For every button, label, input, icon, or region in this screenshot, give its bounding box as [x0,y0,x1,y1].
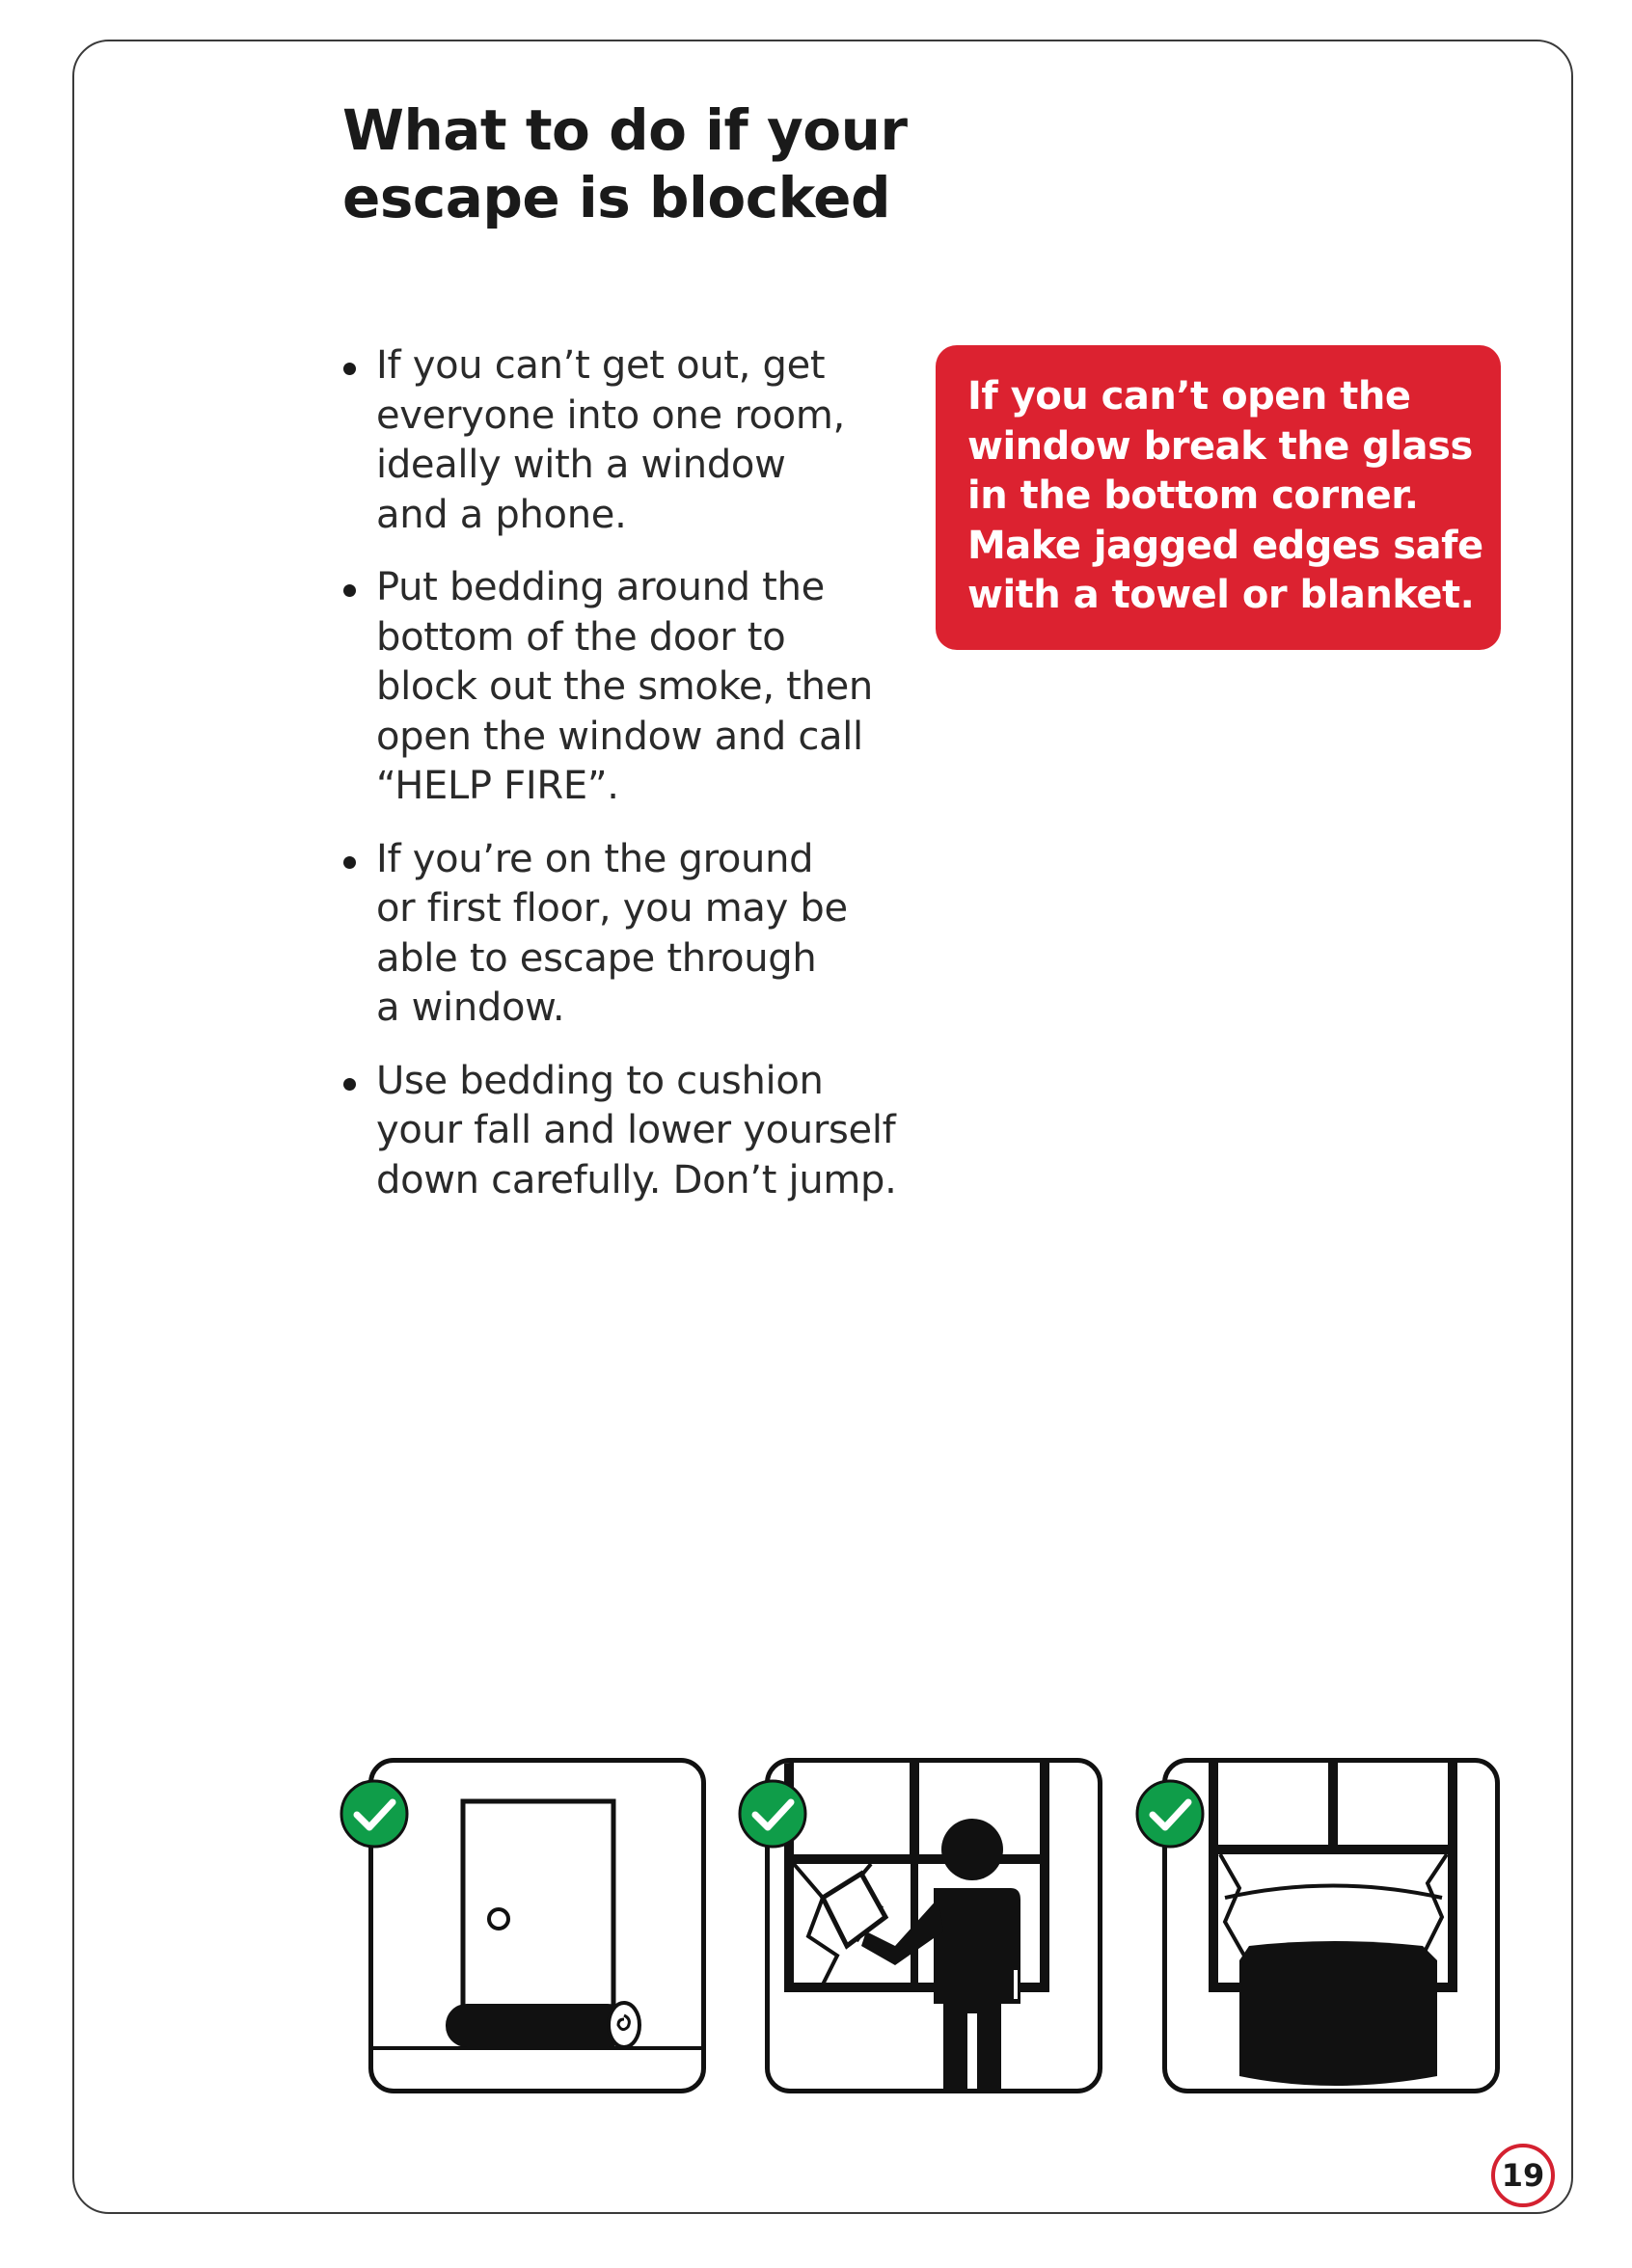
list-item-line: Put bedding around the [376,565,825,609]
page-title [342,96,908,231]
page-number: 19 [1491,2144,1555,2207]
list-item-line: down carefully. Don’t jump. [376,1157,897,1202]
tip-callout-line: in the bottom corner. [967,473,1419,518]
person-breaking-window-icon [765,1758,1102,2093]
green-check-icon [736,1777,809,1850]
list-item-line: bottom of the door to [376,614,786,660]
tip-callout [936,345,1501,650]
tip-callout-line: window break the glass [967,423,1473,469]
list-item-line: or first floor, you may be [376,886,848,931]
bullet-dot [343,363,356,375]
list-item-line: able to escape through [376,935,817,981]
green-check-icon [1133,1777,1207,1850]
list-item-line: everyone into one room, [376,392,845,438]
list-item [338,341,916,540]
tip-callout-line: Make jagged edges safe [967,523,1483,568]
window-with-blanket-icon [1162,1758,1500,2093]
bullet-dot [343,584,356,597]
list-item-line: If you’re on the ground [376,836,814,881]
bullet-dot [343,856,356,869]
list-item-line: and a phone. [376,492,627,537]
list-item [338,563,916,812]
bullet-dot [343,1078,356,1091]
tip-callout-line: with a towel or blanket. [967,573,1475,617]
door-with-rolled-bedding-icon [368,1758,706,2093]
list-item-line: block out the smoke, then [376,664,873,709]
list-item-line: ideally with a window [376,443,786,487]
advice-list [338,341,916,1228]
page-title-line: escape is blocked [342,165,891,230]
list-item-line: open the window and call [376,714,863,759]
list-item-line: your fall and lower yourself [376,1108,896,1152]
list-item-line: “HELP FIRE”. [376,764,619,808]
list-item-line: a window. [376,986,565,1030]
list-item-line: If you can’t get out, get [376,343,826,388]
list-item [338,835,916,1034]
list-item [338,1057,916,1206]
page-title-line: What to do if your [342,97,908,163]
list-item-line: Use bedding to cushion [376,1058,824,1103]
tip-callout-line: If you can’t open the [967,374,1411,418]
green-check-icon [338,1777,411,1850]
